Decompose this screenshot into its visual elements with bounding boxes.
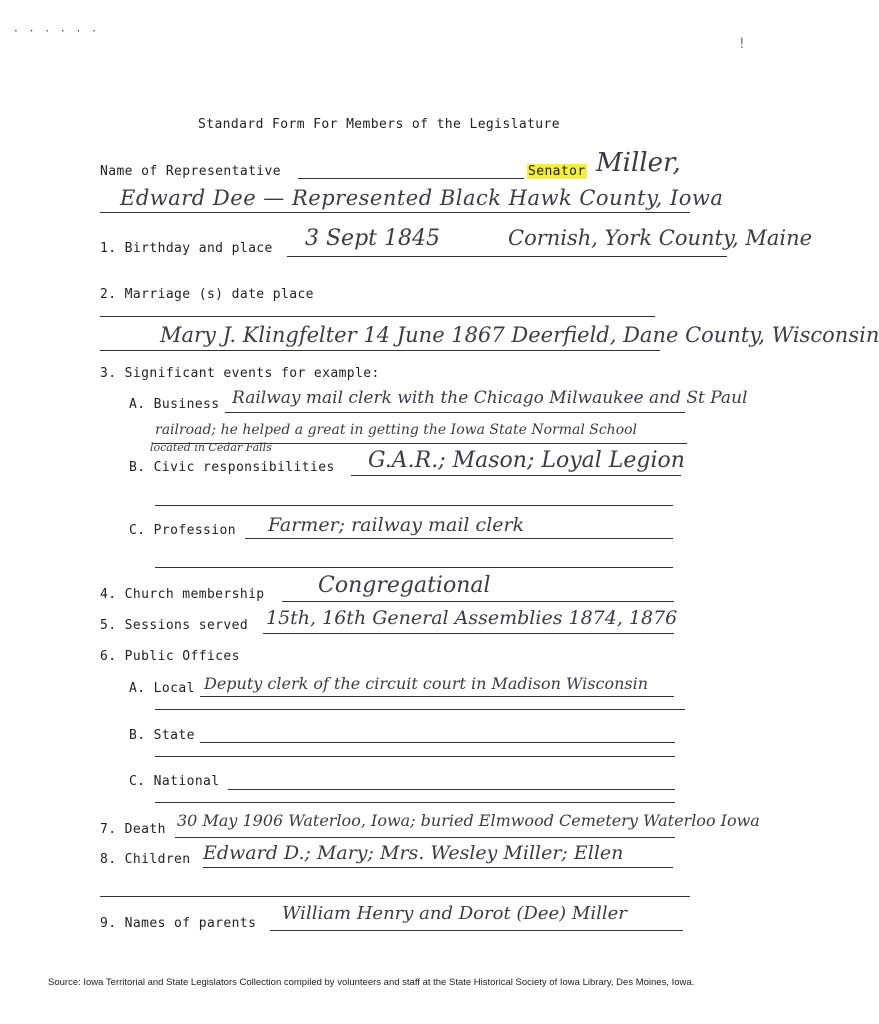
local-office-answer: Deputy clerk of the circuit court in Madison Wisconsin <box>204 674 649 693</box>
name-line <box>298 178 524 179</box>
profession-line-2 <box>155 567 673 568</box>
marriage-line-1 <box>100 316 655 317</box>
state-office-line-2 <box>155 756 675 757</box>
marriage-answer: Mary J. Klingfelter 14 June 1867 Deerfield, Dane County, Wisconsin <box>160 323 879 347</box>
death-line <box>175 837 675 838</box>
source-footer: Source: Iowa Territorial and State Legislators Collection compiled by volunteers and staff at the State Historical Society of Iowa Library, Des Moines, Iowa. <box>48 977 695 988</box>
name-label: Name of Representative <box>100 164 281 179</box>
national-office-label: C. National <box>129 774 220 789</box>
profession-label: C. Profession <box>129 523 236 538</box>
business-line-1 <box>225 412 685 413</box>
business-answer-1: Railway mail clerk with the Chicago Milwaukee and St Paul <box>232 388 748 408</box>
sessions-answer: 15th, 16th General Assemblies 1874, 1876 <box>266 607 678 629</box>
civic-line-2 <box>155 505 673 506</box>
state-office-label: B. State <box>129 728 195 743</box>
senator-label: Senator <box>528 164 586 179</box>
scan-specks: · · · · · · <box>14 24 100 38</box>
parents-label: 9. Names of parents <box>100 916 257 931</box>
profession-line <box>245 538 673 539</box>
church-answer: Congregational <box>318 573 491 598</box>
sessions-line <box>263 633 674 634</box>
children-line <box>203 867 673 868</box>
business-answer-2: railroad; he helped a great in getting the Iowa State Normal School <box>155 422 638 438</box>
death-label: 7. Death <box>100 822 166 837</box>
birthplace-answer: Cornish, York County, Maine <box>508 226 813 250</box>
parents-answer: William Henry and Dorot (Dee) Miller <box>282 903 627 924</box>
profession-answer: Farmer; railway mail clerk <box>268 514 525 536</box>
local-office-label: A. Local <box>129 681 195 696</box>
public-offices-label: 6. Public Offices <box>100 649 240 664</box>
children-line-2 <box>100 896 690 897</box>
scan-edge-mark: ! <box>739 36 745 52</box>
business-answer-3: located in Cedar Falls <box>150 441 272 454</box>
national-office-line-2 <box>155 802 675 803</box>
civic-label: B. Civic responsibilities <box>129 460 335 475</box>
birthday-line <box>287 256 727 257</box>
surname-answer: Miller, <box>596 148 681 178</box>
marriage-line-2 <box>100 350 660 351</box>
name-second-line <box>100 212 690 213</box>
local-office-line-2 <box>155 709 685 710</box>
civic-answer: G.A.R.; Mason; Loyal Legion <box>368 448 685 473</box>
parents-line <box>270 930 683 931</box>
civic-line <box>351 475 681 476</box>
birthday-answer: 3 Sept 1845 <box>305 226 440 251</box>
church-label: 4. Church membership <box>100 587 265 602</box>
business-label: A. Business <box>129 397 220 412</box>
birthday-label: 1. Birthday and place <box>100 241 273 256</box>
name-line-answer: Edward Dee — Represented Black Hawk County, Iowa <box>120 186 724 210</box>
marriage-label: 2. Marriage (s) date place <box>100 287 314 302</box>
state-office-line <box>200 742 675 743</box>
death-answer: 30 May 1906 Waterloo, Iowa; buried Elmwood Cemetery Waterloo Iowa <box>177 811 760 830</box>
children-label: 8. Children <box>100 852 191 867</box>
form-title: Standard Form For Members of the Legislature <box>198 117 560 132</box>
church-line <box>282 601 674 602</box>
children-answer: Edward D.; Mary; Mrs. Wesley Miller; Ellen <box>203 842 624 864</box>
sessions-label: 5. Sessions served <box>100 618 249 633</box>
local-office-line <box>200 696 674 697</box>
national-office-line <box>228 789 675 790</box>
events-label: 3. Significant events for example: <box>100 366 380 381</box>
